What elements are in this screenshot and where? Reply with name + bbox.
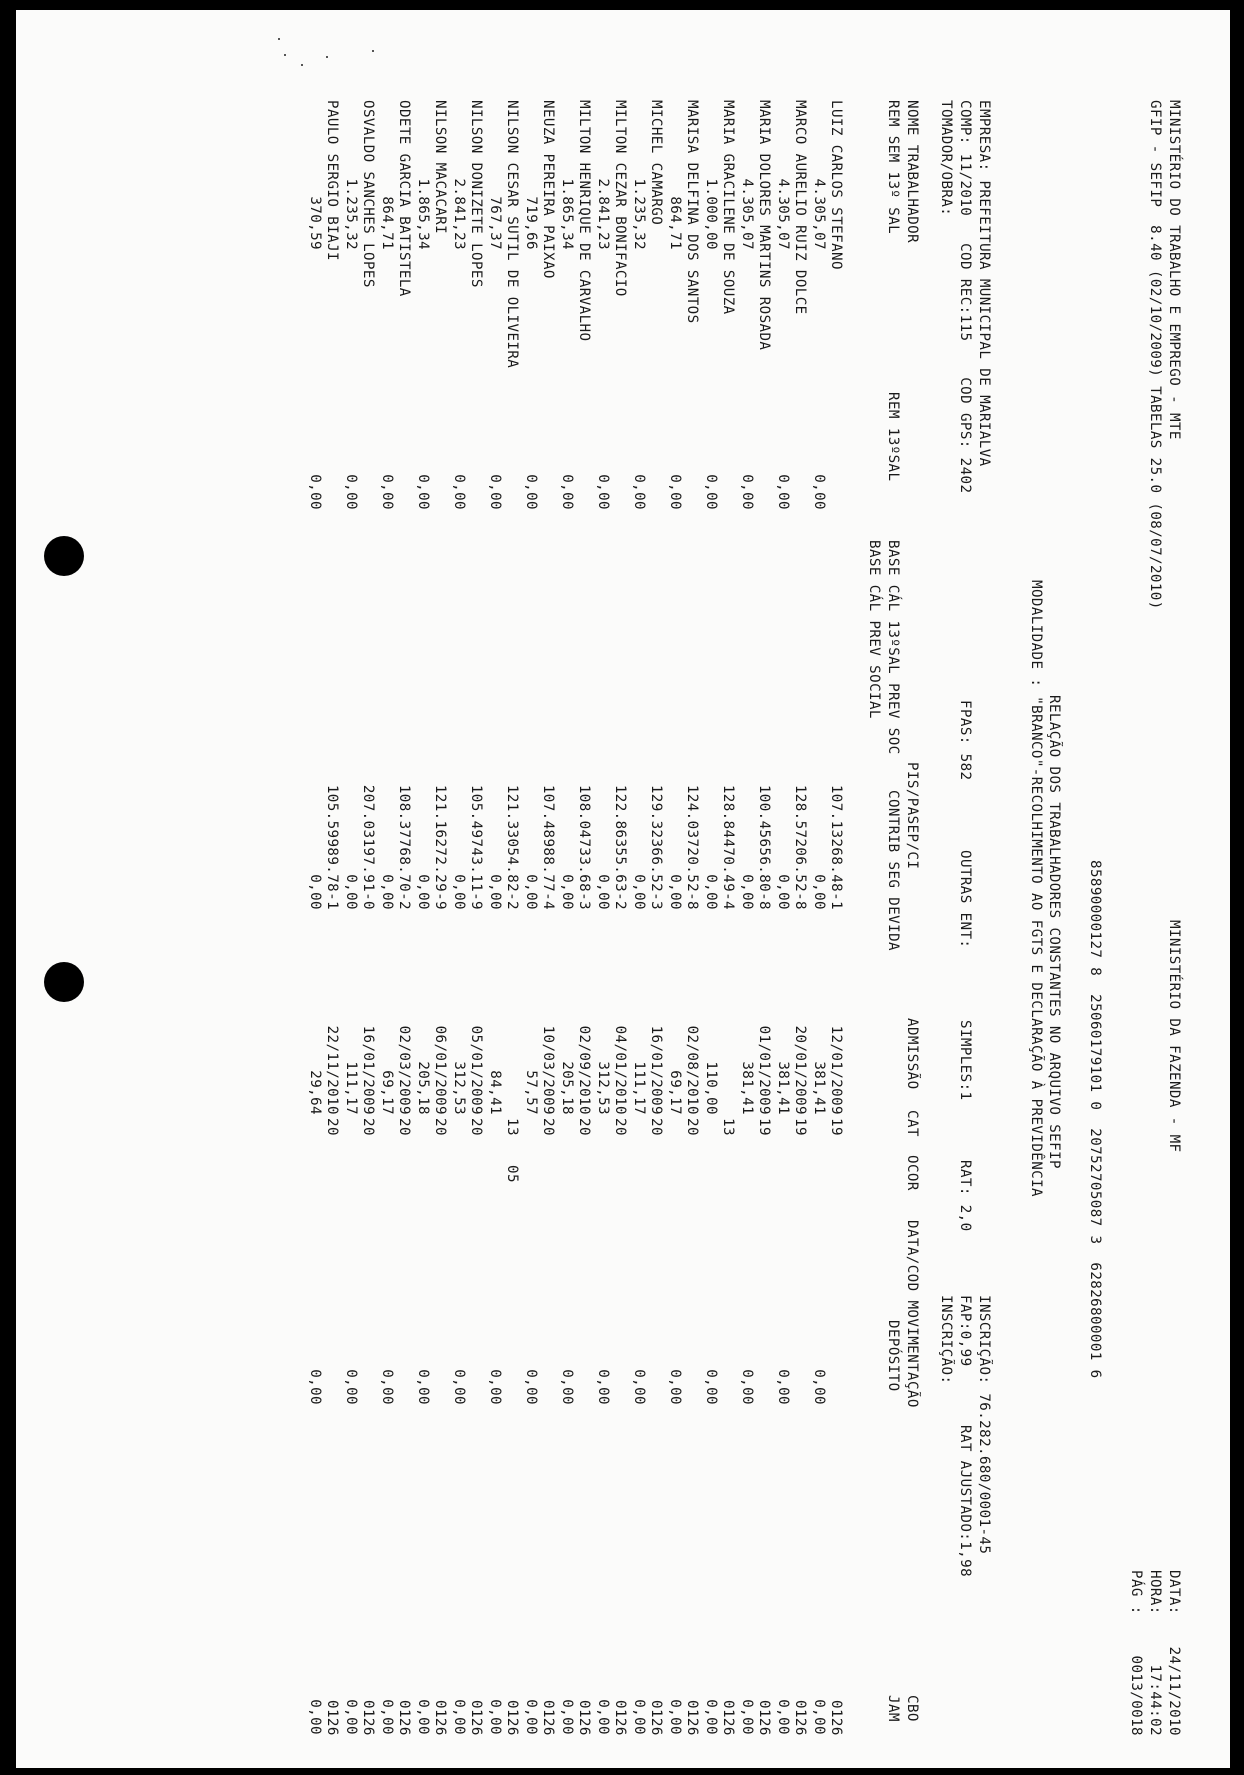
worker-name: MARIA DOLORES MARTINS ROSADA bbox=[756, 100, 772, 351]
worker-contrib: 312,53 bbox=[595, 1061, 611, 1115]
worker-cbo: 0126 bbox=[576, 1700, 592, 1736]
worker-cbo: 0126 bbox=[360, 1700, 376, 1736]
worker-contrib: 110,00 bbox=[703, 1061, 719, 1115]
worker-pis: 124.03720.52-8 bbox=[684, 784, 700, 910]
worker-name: NILSON CESAR SUTIL DE OLIVEIRA bbox=[504, 100, 520, 369]
worker-pis: 128.84470.49-4 bbox=[720, 784, 736, 910]
header-line-2 bbox=[1145, 100, 1165, 1736]
worker-cat: 20 bbox=[576, 1118, 592, 1136]
worker-cbo: 0126 bbox=[828, 1700, 844, 1736]
worker-contrib: 205,18 bbox=[559, 1061, 575, 1115]
worker-base-13: 0,00 bbox=[703, 874, 719, 910]
col-base-13: BASE CÁL 13ºSAL PREV SOC bbox=[885, 540, 901, 755]
rat-adjusted: RAT AJUSTADO:1,98 bbox=[957, 1425, 973, 1578]
worker-base-13: 0,00 bbox=[379, 874, 395, 910]
worker-pis: 105.59989.78-1 bbox=[324, 784, 340, 910]
worker-contrib: 57,57 bbox=[523, 1070, 539, 1115]
time-value: 17:44:02 bbox=[1147, 1664, 1163, 1736]
worker-cbo: 0126 bbox=[792, 1700, 808, 1736]
worker-deposito: 0,00 bbox=[343, 1369, 359, 1405]
worker-contrib: 381,41 bbox=[739, 1061, 755, 1115]
worker-admissao: 20/01/2009 bbox=[792, 1025, 808, 1115]
company-line-2 bbox=[955, 100, 975, 1578]
worker-cat: 13 bbox=[504, 1118, 520, 1136]
col-rem-sem-13: REM SEM 13º SAL bbox=[885, 100, 901, 235]
title-line-1 bbox=[1044, 100, 1064, 1169]
col-nome: NOME TRABALHADOR bbox=[904, 100, 920, 244]
worker-deposito: 0,00 bbox=[307, 1369, 323, 1405]
worker-rem-sem: 2.841,23 bbox=[451, 178, 467, 250]
title-line-2 bbox=[1026, 100, 1046, 1197]
worker-pis: 122.86355.63-2 bbox=[612, 784, 628, 910]
worker-deposito: 0,00 bbox=[415, 1369, 431, 1405]
worker-cat: 19 bbox=[828, 1118, 844, 1136]
col-admissao: ADMISSÃO bbox=[904, 1018, 920, 1090]
col-ocor: OCOR bbox=[904, 1155, 920, 1191]
page-value: 0013/0018 bbox=[1128, 1655, 1144, 1736]
worker-admissao: 22/11/2010 bbox=[324, 1025, 340, 1115]
worker-rem-sem: 864,71 bbox=[667, 196, 683, 250]
worker-name: ODETE GARCIA BATISTELA bbox=[396, 100, 412, 297]
date-label: DATA: bbox=[1166, 1570, 1182, 1615]
report-modality: MODALIDADE : "BRANCO"-RECOLHIMENTO AO FGTS E DECLARAÇÃO À PREVIDÊNCIA bbox=[1028, 580, 1044, 1197]
worker-cat: 20 bbox=[468, 1118, 484, 1136]
worker-pis: 129.32366.52-3 bbox=[648, 784, 664, 910]
column-header-1 bbox=[902, 100, 922, 1722]
col-rem-13: REM 13ºSAL bbox=[885, 392, 901, 482]
worker-deposito: 0,00 bbox=[667, 1369, 683, 1405]
worker-name: NILSON MACACARI bbox=[432, 100, 448, 235]
worker-base-13: 0,00 bbox=[487, 874, 503, 910]
worker-admissao: 04/01/2010 bbox=[612, 1025, 628, 1115]
column-header-2 bbox=[883, 100, 903, 1722]
worker-rem-13: 0,00 bbox=[415, 474, 431, 510]
tomador-obra: TOMADOR/OBRA: bbox=[938, 100, 954, 217]
col-jam: JAM bbox=[885, 1695, 901, 1722]
col-deposito: DEPÓSITO bbox=[885, 1320, 901, 1392]
worker-rem-13: 0,00 bbox=[775, 474, 791, 510]
worker-rem-13: 0,00 bbox=[559, 474, 575, 510]
worker-pis: 121.33054.82-2 bbox=[504, 784, 520, 910]
worker-rem-sem: 767,37 bbox=[487, 196, 503, 250]
worker-rem-sem: 4.305,07 bbox=[775, 178, 791, 250]
worker-rem-13: 0,00 bbox=[667, 474, 683, 510]
worker-base-13: 0,00 bbox=[667, 874, 683, 910]
worker-cat: 19 bbox=[792, 1118, 808, 1136]
worker-contrib: 69,17 bbox=[379, 1070, 395, 1115]
worker-rem-sem: 4.305,07 bbox=[739, 178, 755, 250]
worker-base-13: 0,00 bbox=[559, 874, 575, 910]
worker-rem-sem: 1.865,34 bbox=[415, 178, 431, 250]
worker-contrib: 312,53 bbox=[451, 1061, 467, 1115]
header-line-3 bbox=[1126, 100, 1146, 1736]
worker-contrib: 205,18 bbox=[415, 1061, 431, 1115]
company-line-3 bbox=[936, 100, 956, 1385]
ministry-mte: MINISTÉRIO DO TRABALHO E EMPREGO - MTE bbox=[1166, 100, 1182, 440]
worker-cbo: 0126 bbox=[720, 1700, 736, 1736]
worker-pis: 108.04733.68-3 bbox=[576, 784, 592, 910]
worker-jam: 0,00 bbox=[487, 1699, 503, 1735]
worker-rem-13: 0,00 bbox=[307, 474, 323, 510]
worker-rem-13: 0,00 bbox=[595, 474, 611, 510]
worker-rem-sem: 719,66 bbox=[523, 196, 539, 250]
worker-deposito: 0,00 bbox=[451, 1369, 467, 1405]
worker-admissao: 16/01/2009 bbox=[648, 1025, 664, 1115]
worker-jam: 0,00 bbox=[379, 1699, 395, 1735]
worker-cat: 20 bbox=[684, 1118, 700, 1136]
worker-deposito: 0,00 bbox=[379, 1369, 395, 1405]
company-name: EMPRESA: PREFEITURA MUNICIPAL DE MARIALVA bbox=[976, 100, 992, 467]
worker-rem-sem: 1.235,32 bbox=[631, 178, 647, 250]
worker-cbo: 0126 bbox=[684, 1700, 700, 1736]
worker-rem-13: 0,00 bbox=[523, 474, 539, 510]
worker-admissao: 05/01/2009 bbox=[468, 1025, 484, 1115]
worker-contrib: 29,64 bbox=[307, 1070, 323, 1115]
other-entities: OUTRAS ENT: bbox=[957, 850, 973, 949]
worker-rem-sem: 1.865,34 bbox=[559, 178, 575, 250]
worker-deposito: 0,00 bbox=[703, 1369, 719, 1405]
worker-jam: 0,00 bbox=[307, 1699, 323, 1735]
worker-base-13: 0,00 bbox=[343, 874, 359, 910]
worker-contrib: 111,17 bbox=[343, 1061, 359, 1115]
worker-admissao: 01/01/2009 bbox=[756, 1025, 772, 1115]
worker-cbo: 0126 bbox=[648, 1700, 664, 1736]
worker-name: MILTON HENRIQUE DE CARVALHO bbox=[576, 100, 592, 342]
worker-pis: 128.57206.52-8 bbox=[792, 784, 808, 910]
worker-cbo: 0126 bbox=[432, 1700, 448, 1736]
worker-cbo: 0126 bbox=[540, 1700, 556, 1736]
worker-name: MARIA GRACILENE DE SOUZA bbox=[720, 100, 736, 315]
worker-cat: 20 bbox=[324, 1118, 340, 1136]
worker-rem-sem: 1.235,32 bbox=[343, 178, 359, 250]
scanned-page bbox=[16, 10, 1230, 1768]
worker-jam: 0,00 bbox=[811, 1699, 827, 1735]
worker-base-13: 0,00 bbox=[595, 874, 611, 910]
worker-pis: 108.37768.70-2 bbox=[396, 784, 412, 910]
worker-jam: 0,00 bbox=[739, 1699, 755, 1735]
worker-contrib: 84,41 bbox=[487, 1070, 503, 1115]
column-header-3 bbox=[864, 100, 884, 719]
worker-cat: 20 bbox=[540, 1118, 556, 1136]
worker-pis: 207.03197.91-0 bbox=[360, 784, 376, 910]
worker-rem-sem: 2.841,23 bbox=[595, 178, 611, 250]
worker-rem-sem: 1.000,00 bbox=[703, 178, 719, 250]
worker-admissao: 02/09/2010 bbox=[576, 1025, 592, 1115]
tomador-inscricao: INSCRIÇÃO: bbox=[938, 1295, 954, 1385]
worker-rem-13: 0,00 bbox=[703, 474, 719, 510]
worker-base-13: 0,00 bbox=[451, 874, 467, 910]
date-value: 24/11/2010 bbox=[1166, 1646, 1182, 1736]
worker-name: MILTON CEZAR BONIFACIO bbox=[612, 100, 628, 297]
worker-admissao: 16/01/2009 bbox=[360, 1025, 376, 1115]
worker-rem-13: 0,00 bbox=[739, 474, 755, 510]
worker-base-13: 0,00 bbox=[811, 874, 827, 910]
company-line-1 bbox=[974, 100, 994, 1555]
worker-base-13: 0,00 bbox=[775, 874, 791, 910]
worker-jam: 0,00 bbox=[415, 1699, 431, 1735]
worker-cbo: 0126 bbox=[756, 1700, 772, 1736]
worker-admissao: 06/01/2009 bbox=[432, 1025, 448, 1115]
competence: COMP: 11/2010 COD REC:115 COD GPS: 2402 bbox=[957, 100, 973, 494]
fap: FAP:0,99 bbox=[957, 1295, 973, 1367]
worker-deposito: 0,00 bbox=[559, 1369, 575, 1405]
col-cat: CAT bbox=[904, 1110, 920, 1137]
worker-name: MARISA DELFINA DOS SANTOS bbox=[684, 100, 700, 324]
worker-rem-13: 0,00 bbox=[451, 474, 467, 510]
col-base-prev: BASE CÁL PREV SOCIAL bbox=[866, 540, 882, 719]
worker-admissao: 02/03/2009 bbox=[396, 1025, 412, 1115]
simples: SIMPLES:1 bbox=[957, 1020, 973, 1101]
ministry-mf: MINISTÉRIO DA FAZENDA - MF bbox=[1166, 920, 1182, 1153]
worker-base-13: 0,00 bbox=[307, 874, 323, 910]
worker-jam: 0,00 bbox=[559, 1699, 575, 1735]
report-title: RELAÇÃO DOS TRABALHADORES CONSTANTES NO ARQUIVO SEFIP bbox=[1046, 695, 1062, 1169]
worker-deposito: 0,00 bbox=[595, 1369, 611, 1405]
worker-jam: 0,00 bbox=[775, 1699, 791, 1735]
rat: RAT: 2,0 bbox=[957, 1160, 973, 1232]
worker-rem-13: 0,00 bbox=[379, 474, 395, 510]
worker-rem-13: 0,00 bbox=[343, 474, 359, 510]
worker-cat: 20 bbox=[432, 1118, 448, 1136]
barcode-line bbox=[1085, 100, 1105, 1379]
worker-rem-13: 0,00 bbox=[631, 474, 647, 510]
worker-name: NILSON DONIZETE LOPES bbox=[468, 100, 484, 288]
col-data-cod: DATA/COD MOVIMENTAÇÃO bbox=[904, 1220, 920, 1408]
worker-deposito: 0,00 bbox=[811, 1369, 827, 1405]
worker-cat: 20 bbox=[396, 1118, 412, 1136]
worker-name: MICHEL CAMARGO bbox=[648, 100, 664, 226]
fpas: FPAS: 582 bbox=[957, 700, 973, 781]
worker-admissao: 02/08/2010 bbox=[684, 1025, 700, 1115]
worker-name: OSVALDO SANCHES LOPES bbox=[360, 100, 376, 288]
worker-jam: 0,00 bbox=[595, 1699, 611, 1735]
worker-rem-13: 0,00 bbox=[487, 474, 503, 510]
worker-cbo: 0126 bbox=[324, 1700, 340, 1736]
worker-cat: 19 bbox=[756, 1118, 772, 1136]
report-rotated bbox=[24, 100, 1184, 1740]
worker-jam: 0,00 bbox=[523, 1699, 539, 1735]
worker-name: PAULO SERGIO BIAJI bbox=[324, 100, 340, 261]
worker-cat: 13 bbox=[720, 1118, 736, 1136]
worker-ocor: 05 bbox=[504, 1165, 520, 1183]
worker-jam: 0,00 bbox=[631, 1699, 647, 1735]
worker-contrib: 111,17 bbox=[631, 1061, 647, 1115]
time-label: HORA: bbox=[1147, 1570, 1163, 1615]
header-line-1 bbox=[1164, 100, 1184, 1736]
worker-deposito: 0,00 bbox=[631, 1369, 647, 1405]
worker-pis: 107.13268.48-1 bbox=[828, 784, 844, 910]
worker-deposito: 0,00 bbox=[523, 1369, 539, 1405]
barcode-number: 85890000127 8 25060179101 0 20752705087 3 62826800001 6 bbox=[1087, 860, 1103, 1379]
worker-contrib: 381,41 bbox=[811, 1061, 827, 1115]
worker-contrib: 69,17 bbox=[667, 1070, 683, 1115]
worker-pis: 107.48988.77-4 bbox=[540, 784, 556, 910]
worker-base-13: 0,00 bbox=[523, 874, 539, 910]
worker-base-13: 0,00 bbox=[631, 874, 647, 910]
company-cnpj: INSCRIÇÃO: 76.282.680/0001-45 bbox=[976, 1295, 992, 1555]
worker-jam: 0,00 bbox=[667, 1699, 683, 1735]
worker-rem-sem: 864,71 bbox=[379, 196, 395, 250]
software-version: GFIP - SEFIP 8.40 (02/10/2009) TABELAS 25.0 (08/07/2010) bbox=[1147, 100, 1163, 610]
worker-base-13: 0,00 bbox=[415, 874, 431, 910]
worker-rem-13: 0,00 bbox=[811, 474, 827, 510]
worker-cat: 20 bbox=[612, 1118, 628, 1136]
worker-name: MARCO AURELIO RUIZ DOLCE bbox=[792, 100, 808, 315]
worker-deposito: 0,00 bbox=[775, 1369, 791, 1405]
col-cbo: CBO bbox=[904, 1695, 920, 1722]
worker-contrib: 381,41 bbox=[775, 1061, 791, 1115]
worker-deposito: 0,00 bbox=[739, 1369, 755, 1405]
worker-cat: 20 bbox=[648, 1118, 664, 1136]
worker-rem-sem: 4.305,07 bbox=[811, 178, 827, 250]
worker-admissao: 10/03/2009 bbox=[540, 1025, 556, 1115]
worker-cbo: 0126 bbox=[468, 1700, 484, 1736]
col-contrib: CONTRIB SEG DEVIDA bbox=[885, 790, 901, 951]
worker-name: LUIZ CARLOS STEFANO bbox=[828, 100, 844, 270]
worker-cat: 20 bbox=[360, 1118, 376, 1136]
worker-jam: 0,00 bbox=[343, 1699, 359, 1735]
worker-jam: 0,00 bbox=[451, 1699, 467, 1735]
worker-pis: 121.16272.29-9 bbox=[432, 784, 448, 910]
col-pis: PIS/PASEP/CI bbox=[904, 762, 920, 870]
worker-rem-sem: 370,59 bbox=[307, 196, 323, 250]
worker-base-13: 0,00 bbox=[739, 874, 755, 910]
worker-cbo: 0126 bbox=[396, 1700, 412, 1736]
worker-cbo: 0126 bbox=[612, 1700, 628, 1736]
worker-cbo: 0126 bbox=[504, 1700, 520, 1736]
worker-pis: 105.49743.11-9 bbox=[468, 784, 484, 910]
page-label: PÁG : bbox=[1128, 1570, 1144, 1615]
worker-deposito: 0,00 bbox=[487, 1369, 503, 1405]
worker-pis: 100.45656.80-8 bbox=[756, 784, 772, 910]
worker-name: NEUZA PEREIRA PAIXAO bbox=[540, 100, 556, 279]
worker-admissao: 12/01/2009 bbox=[828, 1025, 844, 1115]
worker-jam: 0,00 bbox=[703, 1699, 719, 1735]
